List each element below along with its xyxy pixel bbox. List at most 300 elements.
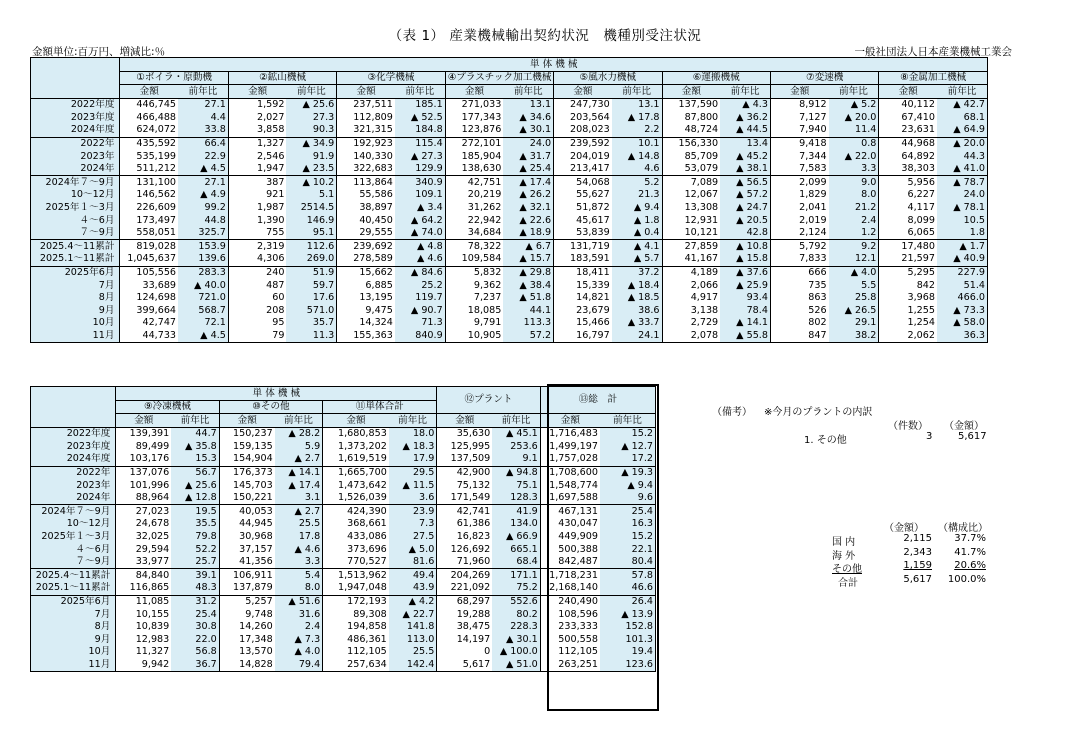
amount-cell: 2,062	[879, 329, 937, 342]
ratio-cell: 44.3	[937, 150, 988, 163]
amount-cell: 213,417	[554, 163, 612, 176]
amount-cell: 208,023	[554, 124, 612, 137]
amount-cell: 131,719	[554, 240, 612, 253]
ratio-cell: ▲ 78.7	[937, 176, 988, 189]
amount-cell: 271,033	[445, 98, 503, 111]
amount-cell: 101,996	[116, 479, 171, 492]
ratio-col-header: 前年比	[600, 414, 656, 428]
category-header: ⑪単体合計	[323, 400, 437, 414]
amount-cell: 137,076	[116, 466, 171, 479]
ratio-cell: ▲ 57.2	[720, 189, 770, 202]
table-row	[31, 531, 656, 544]
amount-cell: 10,839	[116, 621, 171, 634]
amount-cell: 14,260	[219, 621, 274, 634]
ratio-cell: 139.6	[178, 253, 228, 266]
amount-cell: 21,597	[879, 253, 937, 266]
amount-cell: 55,586	[337, 189, 395, 202]
row-label: 2024年７～9月	[31, 176, 120, 189]
ratio-cell: ▲ 25.6	[286, 98, 336, 111]
amount-cell: 6,065	[879, 227, 937, 240]
ratio-cell: 17.6	[286, 292, 336, 305]
ratio-cell: 0.8	[829, 137, 879, 150]
ratio-cell: ▲ 14.8	[612, 150, 662, 163]
ratio-cell: 325.7	[178, 227, 228, 240]
ratio-cell: 8.0	[275, 582, 323, 595]
ratio-cell: 340.9	[395, 176, 445, 189]
amount-cell: 183,591	[554, 253, 612, 266]
ratio-cell: ▲ 1.7	[937, 240, 988, 253]
ratio-cell: ▲ 25.9	[720, 279, 770, 292]
amount-cell: 44,945	[219, 518, 274, 531]
table-row	[31, 227, 988, 240]
amount-cell: 1,255	[879, 304, 937, 317]
table-row	[31, 658, 656, 671]
amount-cell: 75,132	[437, 479, 492, 492]
ratio-cell: 3.3	[829, 163, 879, 176]
ratio-cell: 44.7	[171, 427, 219, 440]
ratio-cell: 30.8	[171, 621, 219, 634]
ratio-cell: ▲ 25.6	[171, 479, 219, 492]
ratio-cell: 113.3	[503, 317, 553, 330]
amount-cell: 103,176	[116, 453, 171, 466]
ratio-cell: ▲ 5.7	[612, 253, 662, 266]
ratio-cell: ▲ 30.1	[503, 124, 553, 137]
amount-cell: 204,269	[437, 569, 492, 582]
ratio-cell: ▲ 11.5	[389, 479, 437, 492]
amount-col-header: 金額	[116, 414, 171, 428]
amount-cell: 38,475	[437, 621, 492, 634]
ratio-cell: 141.8	[389, 621, 437, 634]
amount-cell: 1,708,600	[540, 466, 600, 479]
unit-note: 金額単位:百万円、増減比:％	[32, 46, 166, 58]
row-label: 2022年度	[31, 427, 116, 440]
amount-cell: 424,390	[323, 505, 389, 518]
ratio-cell: 25.4	[171, 608, 219, 621]
ratio-cell: 115.4	[395, 137, 445, 150]
ratio-cell: 152.8	[600, 621, 656, 634]
ratio-cell: 21.3	[612, 189, 662, 202]
ratio-cell: 840.9	[395, 329, 445, 342]
amount-cell: 29,594	[116, 543, 171, 556]
row-label: 9月	[31, 633, 116, 646]
ratio-cell: ▲ 12.8	[171, 492, 219, 505]
amount-cell: 847	[770, 329, 828, 342]
amount-cell: 2,099	[770, 176, 828, 189]
row-label: 2025年１～3月	[31, 202, 120, 215]
amount-cell: 31,262	[445, 202, 503, 215]
ratio-cell: 2514.5	[286, 202, 336, 215]
ratio-cell: 22.1	[600, 543, 656, 556]
amount-cell: 112,105	[323, 646, 389, 659]
amount-cell: 1,947	[228, 163, 286, 176]
ratio-cell: ▲ 66.9	[492, 531, 540, 544]
amount-cell: 64,892	[879, 150, 937, 163]
ratio-cell: 25.2	[395, 279, 445, 292]
ratio-cell: ▲ 12.7	[600, 440, 656, 453]
row-label: ７～9月	[31, 227, 120, 240]
amount-cell: 12,931	[662, 214, 720, 227]
amount-cell: 42,900	[437, 466, 492, 479]
ratio-cell: ▲ 6.7	[503, 240, 553, 253]
share-ratio: 20.6%	[954, 560, 986, 571]
ratio-cell: ▲ 58.0	[937, 317, 988, 330]
amount-cell: 23,631	[879, 124, 937, 137]
table-row	[31, 189, 988, 202]
table-row	[31, 137, 988, 150]
ratio-cell: ▲ 9.4	[600, 479, 656, 492]
ratio-cell: 81.6	[389, 556, 437, 569]
amount-cell: 387	[228, 176, 286, 189]
share-label: 国 内	[832, 537, 856, 548]
amount-cell: 203,564	[554, 111, 612, 124]
table-row	[31, 202, 988, 215]
ratio-cell: 227.9	[937, 266, 988, 279]
table-row	[31, 556, 656, 569]
ratio-cell: 41.9	[492, 505, 540, 518]
amount-cell: 105,556	[120, 266, 178, 279]
ratio-cell: 283.3	[178, 266, 228, 279]
ratio-cell: ▲ 2.7	[275, 453, 323, 466]
table-row	[31, 608, 656, 621]
ratio-cell: ▲ 7.3	[275, 633, 323, 646]
ratio-cell: 36.7	[171, 658, 219, 671]
amount-cell: 87,800	[662, 111, 720, 124]
table-row	[31, 150, 988, 163]
amount-cell: 32,025	[116, 531, 171, 544]
amount-cell: 48,724	[662, 124, 720, 137]
ratio-cell: 27.1	[178, 176, 228, 189]
ratio-cell: 2.4	[275, 621, 323, 634]
amount-cell: 535,199	[120, 150, 178, 163]
ratio-cell: ▲ 14.1	[275, 466, 323, 479]
ratio-cell: 2.4	[829, 214, 879, 227]
amount-cell: 15,662	[337, 266, 395, 279]
ratio-cell: ▲ 13.9	[600, 608, 656, 621]
amount-cell: 11,327	[116, 646, 171, 659]
amount-cell: 71,960	[437, 556, 492, 569]
ratio-cell: 99.2	[178, 202, 228, 215]
amount-cell: 4,117	[879, 202, 937, 215]
ratio-cell: 51.4	[937, 279, 988, 292]
ratio-cell: 17.8	[275, 531, 323, 544]
amount-cell: 770,527	[323, 556, 389, 569]
ratio-cell: ▲ 0.4	[612, 227, 662, 240]
ratio-cell: 5.5	[829, 279, 879, 292]
row-label: 2022年	[31, 466, 116, 479]
ratio-cell: 52.2	[171, 543, 219, 556]
ratio-cell: 59.7	[286, 279, 336, 292]
amount-cell: 44,733	[120, 329, 178, 342]
amount-cell: 9,475	[337, 304, 395, 317]
ratio-cell: 44.1	[503, 304, 553, 317]
ratio-cell: ▲ 27.3	[395, 150, 445, 163]
amount-cell: 38,303	[879, 163, 937, 176]
ratio-cell: 101.3	[600, 633, 656, 646]
ratio-cell: 31.6	[275, 608, 323, 621]
ratio-cell: 5.4	[275, 569, 323, 582]
amount-cell: 15,466	[554, 317, 612, 330]
row-label: 2024年	[31, 492, 116, 505]
ratio-cell: 171.1	[492, 569, 540, 582]
amount-cell: 155,363	[337, 329, 395, 342]
row-label: 9月	[31, 304, 120, 317]
row-label: 2022年度	[31, 98, 120, 111]
ratio-cell: 12.1	[829, 253, 879, 266]
amount-cell: 131,100	[120, 176, 178, 189]
amount-cell: 486,361	[323, 633, 389, 646]
ratio-cell: ▲ 2.7	[275, 505, 323, 518]
amount-cell: 108,596	[540, 608, 600, 621]
ratio-cell: 68.1	[937, 111, 988, 124]
ratio-col-header: 前年比	[829, 85, 879, 99]
ratio-cell: 21.2	[829, 202, 879, 215]
share-label: 海 外	[832, 550, 856, 562]
ratio-cell: ▲ 4.5	[178, 163, 228, 176]
ratio-cell: ▲ 78.1	[937, 202, 988, 215]
ratio-cell: 71.3	[395, 317, 445, 330]
amount-cell: 150,221	[219, 492, 274, 505]
amount-cell: 41,356	[219, 556, 274, 569]
amount-cell: 14,828	[219, 658, 274, 671]
ratio-cell: 721.0	[178, 292, 228, 305]
table-row	[31, 595, 656, 608]
table-row	[31, 621, 656, 634]
ratio-cell: ▲ 4.3	[720, 98, 770, 111]
ratio-cell: 15.2	[600, 531, 656, 544]
ratio-col-header: 前年比	[395, 85, 445, 99]
amount-cell: 112,105	[540, 646, 600, 659]
ratio-cell: 23.9	[389, 505, 437, 518]
amount-cell: 467,131	[540, 505, 600, 518]
ratio-cell: 31.2	[171, 595, 219, 608]
amount-cell: 125,995	[437, 440, 492, 453]
amount-cell: 53,839	[554, 227, 612, 240]
ratio-cell: ▲ 22.6	[503, 214, 553, 227]
ratio-cell: ▲ 26.5	[829, 304, 879, 317]
ratio-cell: 13.1	[612, 98, 662, 111]
amount-cell: 10,155	[116, 608, 171, 621]
amount-cell: 435,592	[120, 137, 178, 150]
table-row	[31, 279, 988, 292]
table-row	[31, 111, 988, 124]
table-row	[31, 329, 988, 342]
ratio-cell: 228.3	[492, 621, 540, 634]
row-label: 8月	[31, 621, 116, 634]
ratio-cell: 552.6	[492, 595, 540, 608]
amount-cell: 5,832	[445, 266, 503, 279]
ratio-cell: ▲ 37.6	[720, 266, 770, 279]
amount-cell: 60	[228, 292, 286, 305]
ratio-cell: ▲ 35.8	[171, 440, 219, 453]
amount-cell: 173,497	[120, 214, 178, 227]
amount-cell: 192,923	[337, 137, 395, 150]
amount-cell: 84,840	[116, 569, 171, 582]
amount-cell: 1,757,028	[540, 453, 600, 466]
amount-cell: 33,977	[116, 556, 171, 569]
row-label: 2023年	[31, 150, 120, 163]
amount-cell: 233,333	[540, 621, 600, 634]
amount-cell: 137,590	[662, 98, 720, 111]
ratio-cell: 2.2	[612, 124, 662, 137]
amount-cell: 1,987	[228, 202, 286, 215]
amount-cell: 1,665,700	[323, 466, 389, 479]
ratio-cell: 95.1	[286, 227, 336, 240]
ratio-cell: 42.8	[720, 227, 770, 240]
row-label: 7月	[31, 608, 116, 621]
ratio-cell: 80.2	[492, 608, 540, 621]
amount-cell: 5,792	[770, 240, 828, 253]
amount-cell: 1,327	[228, 137, 286, 150]
amount-cell: 33,689	[120, 279, 178, 292]
amount-col-header: 金額	[540, 414, 600, 428]
amount-cell: 1,390	[228, 214, 286, 227]
category-header: ⑦変速機	[770, 71, 878, 85]
ratio-cell: ▲ 17.4	[275, 479, 323, 492]
ratio-cell: 153.9	[178, 240, 228, 253]
amount-cell: 42,741	[437, 505, 492, 518]
amount-cell: 1,718,231	[540, 569, 600, 582]
amount-cell: 9,362	[445, 279, 503, 292]
table-main	[30, 57, 988, 343]
ratio-col-header: 前年比	[275, 414, 323, 428]
amount-cell: 150,237	[219, 427, 274, 440]
amount-cell: 7,344	[770, 150, 828, 163]
ratio-cell: 7.3	[389, 518, 437, 531]
amount-cell: 123,876	[445, 124, 503, 137]
share-amount: 5,617	[903, 573, 932, 585]
ratio-cell: 5.2	[612, 176, 662, 189]
table-row	[31, 453, 656, 466]
row-label: 2023年	[31, 479, 116, 492]
ratio-cell: 10.5	[937, 214, 988, 227]
amount-cell: 27,859	[662, 240, 720, 253]
row-label: 10～12月	[31, 518, 116, 531]
ratio-cell: 16.3	[600, 518, 656, 531]
ratio-cell: ▲ 4.0	[829, 266, 879, 279]
share-amount: 2,115	[903, 533, 932, 544]
amount-cell: 735	[770, 279, 828, 292]
row-label: 11月	[31, 658, 116, 671]
amount-cell: 124,698	[120, 292, 178, 305]
amount-col-header: 金額	[554, 85, 612, 99]
amount-cell: 6,227	[879, 189, 937, 202]
table-row	[31, 466, 656, 479]
amount-cell: 137,879	[219, 582, 274, 595]
row-label: ４～6月	[31, 214, 120, 227]
amount-cell: 1,513,962	[323, 569, 389, 582]
ratio-cell: 66.4	[178, 137, 228, 150]
ratio-cell: 35.5	[171, 518, 219, 531]
amount-cell: 321,315	[337, 124, 395, 137]
ratio-cell: ▲ 18.5	[612, 292, 662, 305]
amount-cell: 755	[228, 227, 286, 240]
category-header: ⑫プラント	[437, 387, 540, 414]
amount-cell: 44,968	[879, 137, 937, 150]
amount-cell: 7,127	[770, 111, 828, 124]
table-row	[31, 505, 656, 518]
amount-cell: 126,692	[437, 543, 492, 556]
table-row	[31, 518, 656, 531]
amount-cell: 237,511	[337, 98, 395, 111]
ratio-cell: 22.0	[171, 633, 219, 646]
table-secondary	[30, 386, 656, 672]
ratio-cell: 91.9	[286, 150, 336, 163]
ratio-cell: 13.1	[503, 98, 553, 111]
ratio-cell: 269.0	[286, 253, 336, 266]
amount-cell: 38,897	[337, 202, 395, 215]
plant-breakdown-title: ※今月のプラントの内訳	[764, 407, 873, 418]
amount-cell: 2,124	[770, 227, 828, 240]
ratio-cell: 56.8	[171, 646, 219, 659]
ratio-cell: 36.3	[937, 329, 988, 342]
ratio-cell: 44.8	[178, 214, 228, 227]
ratio-cell: ▲ 51.6	[275, 595, 323, 608]
amount-cell: 29,555	[337, 227, 395, 240]
ratio-cell: 68.4	[492, 556, 540, 569]
ratio-cell: 3.1	[275, 492, 323, 505]
amount-cell: 257,634	[323, 658, 389, 671]
ratio-cell: 25.8	[829, 292, 879, 305]
remarks-label: （備考）	[712, 407, 752, 418]
amount-cell: 1,716,483	[540, 427, 600, 440]
single-unit-header: 単 体 機 械	[116, 387, 437, 401]
amount-cell: 154,904	[219, 453, 274, 466]
ratio-cell: 9.1	[492, 453, 540, 466]
item-label: 1. その他	[804, 435, 847, 446]
ratio-cell: 57.8	[600, 569, 656, 582]
ratio-cell: 79.4	[275, 658, 323, 671]
ratio-cell: ▲ 1.8	[612, 214, 662, 227]
amount-cell: 177,343	[445, 111, 503, 124]
ratio-cell: 146.9	[286, 214, 336, 227]
ratio-cell: 13.4	[720, 137, 770, 150]
amount-cell: 35,630	[437, 427, 492, 440]
amount-cell: 176,373	[219, 466, 274, 479]
page-title: （表 1） 産業機械輸出契約状況 機種別受注状況	[388, 28, 702, 44]
ratio-cell: 26.4	[600, 595, 656, 608]
amount-cell: 2,019	[770, 214, 828, 227]
row-label: 2025年１～3月	[31, 531, 116, 544]
amount-cell: 54,068	[554, 176, 612, 189]
ratio-cell: 5.9	[275, 440, 323, 453]
ratio-cell: 184.8	[395, 124, 445, 137]
ratio-cell: 33.8	[178, 124, 228, 137]
category-header: ②鉱山機械	[228, 71, 336, 85]
amount-cell: 112,809	[337, 111, 395, 124]
amount-cell: 1,473,642	[323, 479, 389, 492]
amount-cell: 802	[770, 317, 828, 330]
ratio-col-header: 前年比	[492, 414, 540, 428]
amount-cell: 1,697,588	[540, 492, 600, 505]
ratio-cell: ▲ 84.6	[395, 266, 445, 279]
table-row	[31, 582, 656, 595]
amount-cell: 368,661	[323, 518, 389, 531]
amount-cell: 14,821	[554, 292, 612, 305]
amount-cell: 240,490	[540, 595, 600, 608]
ratio-cell: 38.2	[829, 329, 879, 342]
amount-cell: 1,499,197	[540, 440, 600, 453]
amount-cell: 14,324	[337, 317, 395, 330]
amount-col-header: 金額	[228, 85, 286, 99]
table-row	[31, 427, 656, 440]
table-row	[31, 240, 988, 253]
amount-cell: 18,411	[554, 266, 612, 279]
category-header: ④プラスチック加工機械	[445, 71, 553, 85]
amount-cell: 85,709	[662, 150, 720, 163]
amount-col-header: 金額	[445, 85, 503, 99]
amount-cell: 9,942	[116, 658, 171, 671]
amount-cell: 2,168,140	[540, 582, 600, 595]
